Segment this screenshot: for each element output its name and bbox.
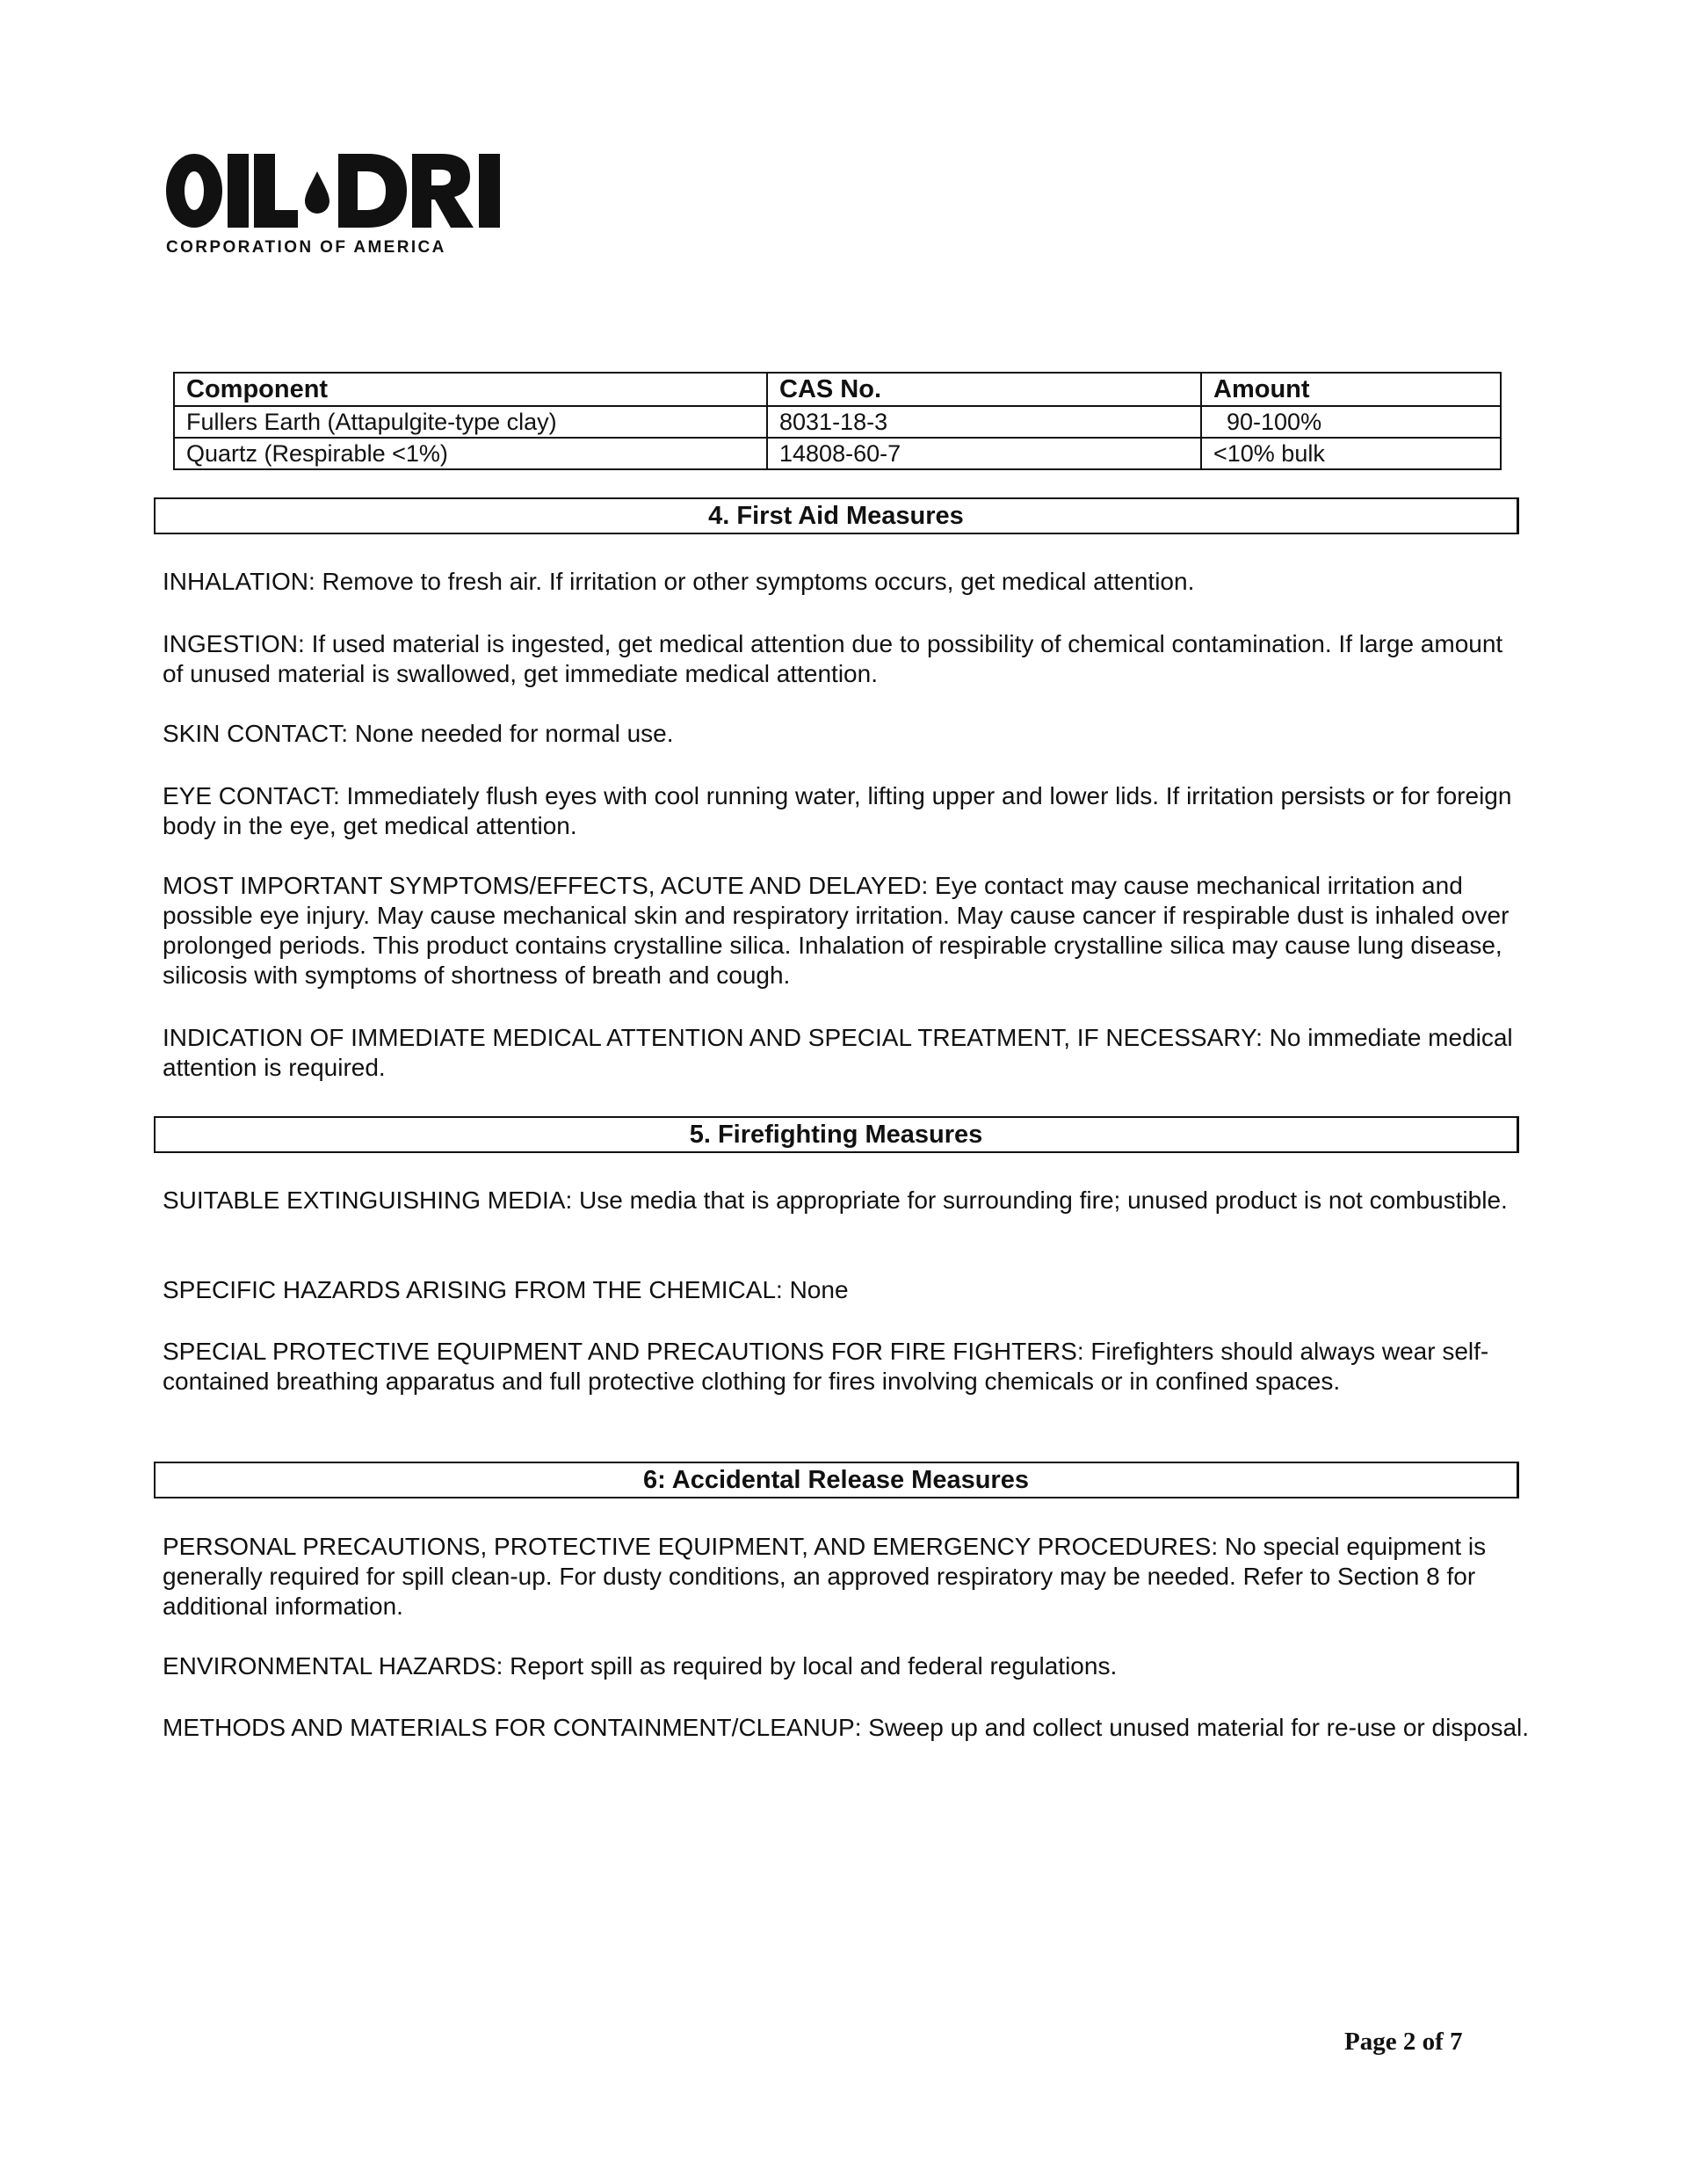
ingestion-text: INGESTION: If used material is ingested, get medical attention due to possibility of chemical contamination. If large amount of unused material is swallowed, get immediate medical attention. bbox=[163, 630, 1503, 687]
logo-subtitle: CORPORATION OF AMERICA bbox=[166, 238, 446, 257]
personal-precautions-text: PERSONAL PRECAUTIONS, PROTECTIVE EQUIPMENT, AND EMERGENCY PROCEDURES: No special equipment is generally required for spill clean-up. For dusty conditions, an approved respiratory may be needed. Refer to Section 8 for additional information. bbox=[163, 1533, 1487, 1620]
section-5-heading: 5. Firefighting Measures bbox=[154, 1116, 1519, 1153]
components-table bbox=[173, 372, 1502, 470]
cell-cas: 14808-60-7 bbox=[767, 438, 1201, 469]
eye-contact-text: EYE CONTACT: Immediately flush eyes with cool running water, lifting upper and lower lids. If irritation persists or for foreign body in the eye, get medical attention. bbox=[163, 782, 1512, 839]
oil-dri-logo-mark bbox=[161, 136, 512, 242]
section-6-heading: 6: Accidental Release Measures bbox=[154, 1462, 1519, 1498]
cell-amount: <10% bulk bbox=[1201, 438, 1501, 469]
inhalation-text: INHALATION: Remove to fresh air. If irritation or other symptoms occurs, get medical attention. bbox=[163, 568, 1195, 595]
cell-component: Quartz (Respirable <1%) bbox=[174, 438, 767, 469]
protective-equipment-text: SPECIAL PROTECTIVE EQUIPMENT AND PRECAUTIONS FOR FIRE FIGHTERS: Firefighters should always wear self-contained breathing apparatus and full protective clothing for fires involving chemicals or in confined spaces. bbox=[163, 1338, 1489, 1395]
section-4-heading: 4. First Aid Measures bbox=[154, 497, 1519, 534]
table-row bbox=[174, 406, 1501, 438]
extinguishing-media-text: SUITABLE EXTINGUISHING MEDIA: Use media that is appropriate for surrounding fire; unused product is not combustible. bbox=[163, 1186, 1508, 1214]
environmental-hazards-text: ENVIRONMENTAL HAZARDS: Report spill as required by local and federal regulations. bbox=[163, 1652, 1118, 1680]
containment-cleanup-text: METHODS AND MATERIALS FOR CONTAINMENT/CLEANUP: Sweep up and collect unused material for re-use or disposal. bbox=[163, 1714, 1530, 1741]
cell-cas: 8031-18-3 bbox=[767, 406, 1201, 438]
page-number: Page 2 of 7 bbox=[1344, 2028, 1463, 2056]
specific-hazards-text: SPECIFIC HAZARDS ARISING FROM THE CHEMICAL: None bbox=[163, 1276, 849, 1303]
column-header-cas: CAS No. bbox=[767, 373, 1201, 406]
symptoms-text: MOST IMPORTANT SYMPTOMS/EFFECTS, ACUTE AND DELAYED: Eye contact may cause mechanical irritation and possible eye injury. May cause mechanical skin and respiratory irritation. May cause cancer if respirable dust is inhaled over prolonged periods. This product contains crystalline silica. Inhalation of respirable crystalline silica may cause lung disease, silicosis with symptoms of shortness of breath and cough. bbox=[163, 872, 1510, 989]
medical-attention-text: INDICATION OF IMMEDIATE MEDICAL ATTENTION AND SPECIAL TREATMENT, IF NECESSARY: No immediate medical attention is required. bbox=[163, 1024, 1513, 1081]
column-header-component: Component bbox=[174, 373, 767, 406]
table-row bbox=[174, 438, 1501, 469]
cell-component: Fullers Earth (Attapulgite-type clay) bbox=[174, 406, 767, 438]
skin-contact-text: SKIN CONTACT: None needed for normal use. bbox=[163, 720, 674, 747]
cell-amount: 90-100% bbox=[1201, 406, 1501, 438]
column-header-amount: Amount bbox=[1201, 373, 1501, 406]
table-header-row bbox=[174, 373, 1501, 406]
